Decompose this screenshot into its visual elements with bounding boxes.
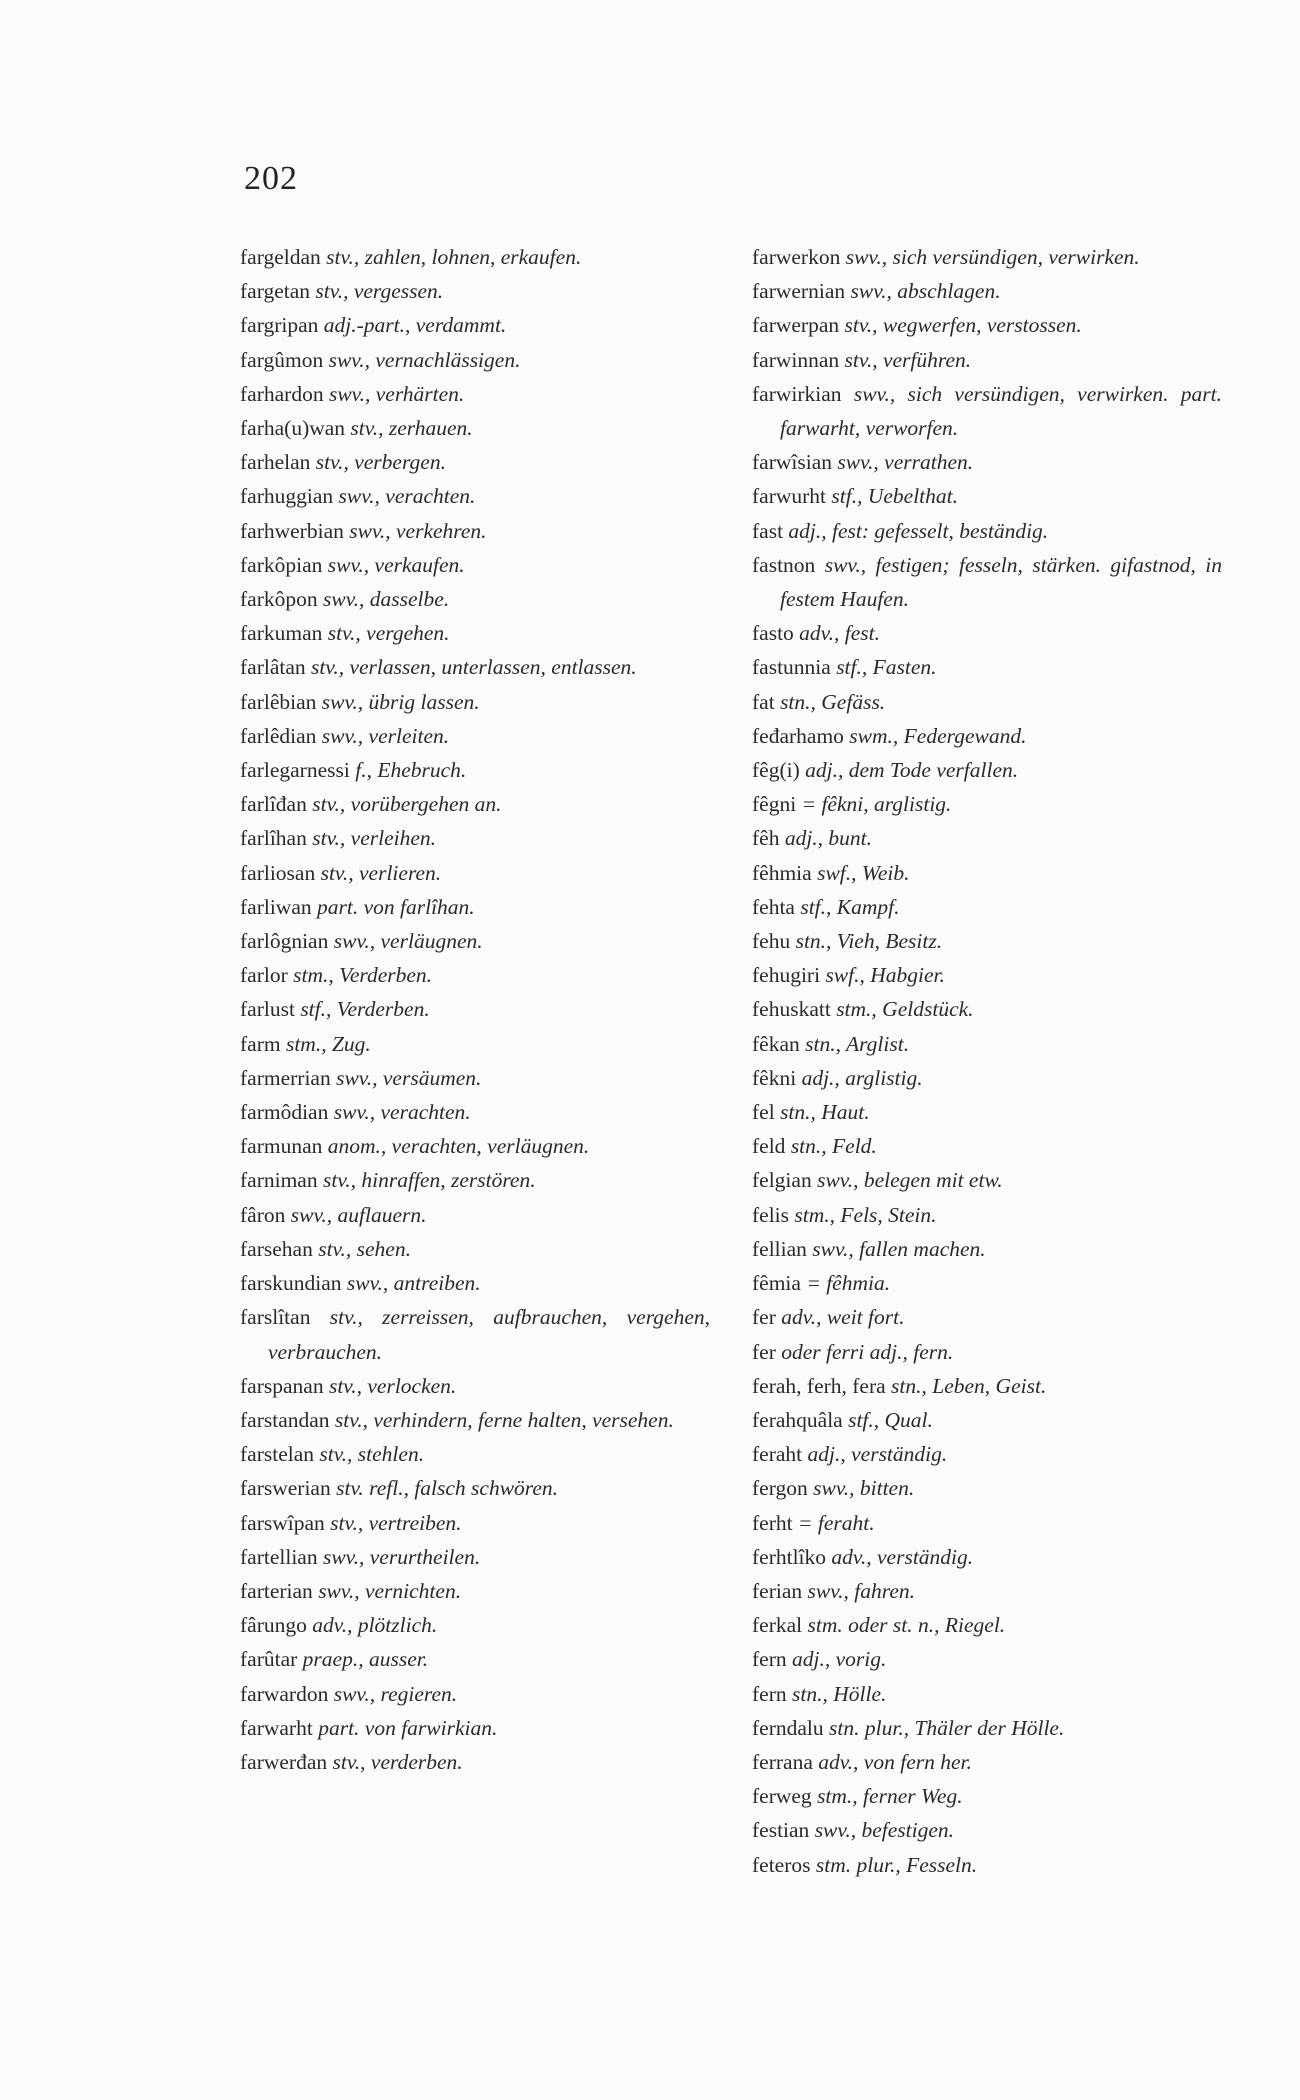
headword: farlâtan xyxy=(240,655,306,680)
dictionary-entry xyxy=(240,1677,710,1711)
dictionary-entry xyxy=(240,1129,710,1163)
gloss: stv., verführen. xyxy=(839,347,972,372)
dictionary-entry xyxy=(240,514,710,548)
gloss: stf., Uebelthat. xyxy=(826,484,959,509)
headword: fêh xyxy=(752,826,780,851)
gloss: stv., wegwerfen, verstossen. xyxy=(839,313,1082,338)
dictionary-entry xyxy=(752,821,1222,855)
headword: farlêdian xyxy=(240,723,317,748)
dictionary-entry xyxy=(752,856,1222,890)
gloss: swv., regieren. xyxy=(328,1681,458,1706)
headword: farliwan xyxy=(240,894,312,919)
dictionary-entry xyxy=(752,1540,1222,1574)
gloss: f., Ehebruch. xyxy=(349,758,467,783)
dictionary-entry xyxy=(752,479,1222,513)
headword: farhwerbian xyxy=(240,518,344,543)
headword: farwarht xyxy=(240,1715,313,1740)
gloss: stv., zerreissen, aufbrauchen, vergehen, verbrauchen. xyxy=(268,1305,710,1364)
headword: ferht xyxy=(752,1510,793,1535)
headword: feld xyxy=(752,1134,786,1159)
dictionary-entry xyxy=(752,377,1222,445)
dictionary-entry xyxy=(752,1369,1222,1403)
dictionary-entry xyxy=(240,1745,710,1779)
headword: felgian xyxy=(752,1168,812,1193)
gloss: stv., hinraffen, zerstören. xyxy=(317,1168,536,1193)
headword: ferrana xyxy=(752,1749,813,1774)
gloss: stv. refl., falsch schwören. xyxy=(330,1476,559,1501)
headword: felis xyxy=(752,1202,790,1227)
gloss: swv., fallen machen. xyxy=(806,1236,986,1261)
dictionary-entry xyxy=(240,821,710,855)
gloss: stv., verbergen. xyxy=(310,450,446,475)
headword: fêkan xyxy=(752,1031,800,1056)
gloss: swv., verhärten. xyxy=(323,381,465,406)
dictionary-entry xyxy=(240,1061,710,1095)
gloss: stn., Vieh, Besitz. xyxy=(790,929,943,954)
headword: farstandan xyxy=(240,1407,330,1432)
gloss: stm. plur., Fesseln. xyxy=(810,1852,978,1877)
gloss: = fêhmia. xyxy=(800,1271,891,1296)
gloss: stn., Leben, Geist. xyxy=(885,1373,1047,1398)
gloss: stv., verlocken. xyxy=(323,1373,457,1398)
dictionary-entry xyxy=(240,856,710,890)
dictionary-entry xyxy=(240,1437,710,1471)
headword: fastnon xyxy=(752,552,816,577)
gloss: stv., verleihen. xyxy=(306,826,437,851)
dictionary-entry xyxy=(752,1471,1222,1505)
headword: fêgni xyxy=(752,792,797,817)
headword: farspanan xyxy=(240,1373,324,1398)
gloss: adj.-part., verdammt. xyxy=(318,313,507,338)
headword: ferndalu xyxy=(752,1715,824,1740)
headword: fêmia xyxy=(752,1271,801,1296)
dictionary-entry xyxy=(752,1198,1222,1232)
gloss: swf., Habgier. xyxy=(820,963,945,988)
headword: fern xyxy=(752,1681,787,1706)
gloss: swv., übrig lassen. xyxy=(316,689,480,714)
headword: farsehan xyxy=(240,1236,313,1261)
headword: farwîsian xyxy=(752,450,832,475)
headword: fêg(i) xyxy=(752,758,800,783)
headword: farliosan xyxy=(240,860,316,885)
headword: farlegarnessi xyxy=(240,758,350,783)
gloss: stv., vorübergehen an. xyxy=(306,792,502,817)
headword: fehta xyxy=(752,894,795,919)
dictionary-entry xyxy=(752,890,1222,924)
gloss: swv., bitten. xyxy=(807,1476,915,1501)
dictionary-entry xyxy=(240,924,710,958)
dictionary-entry xyxy=(752,616,1222,650)
dictionary-entry xyxy=(240,787,710,821)
gloss: stv., verlassen, unterlassen, entlassen. xyxy=(305,655,637,680)
dictionary-entry xyxy=(752,924,1222,958)
headword: fast xyxy=(752,518,784,543)
gloss: swv., festigen; fesseln, stärken. gifastnod, in festem Haufen. xyxy=(780,552,1222,612)
gloss: swm., Federgewand. xyxy=(843,723,1027,748)
gloss: stv., vergessen. xyxy=(310,279,444,304)
headword: farwernian xyxy=(752,279,846,304)
headword: feraht xyxy=(752,1442,803,1467)
headword: farterian xyxy=(240,1578,313,1603)
headword: farlôgnian xyxy=(240,929,329,954)
dictionary-entry xyxy=(752,685,1222,719)
dictionary-entry xyxy=(240,1300,710,1368)
headword: fêhmia xyxy=(752,860,812,885)
dictionary-entry xyxy=(240,685,710,719)
gloss: stv., verhindern, ferne halten, versehen. xyxy=(329,1407,674,1432)
dictionary-entry xyxy=(752,240,1222,274)
gloss: adv., verständig. xyxy=(826,1544,974,1569)
headword: farwerpan xyxy=(752,313,840,338)
gloss: adv., weit fort. xyxy=(775,1305,905,1330)
headword: ferahquâla xyxy=(752,1407,843,1432)
gloss: part. von farlîhan. xyxy=(311,894,475,919)
dictionary-entry xyxy=(752,308,1222,342)
gloss: adj., bunt. xyxy=(779,826,873,851)
gloss: stv., vertreiben. xyxy=(324,1510,462,1535)
gloss: swv., dasselbe. xyxy=(317,587,450,612)
headword: ferweg xyxy=(752,1784,812,1809)
dictionary-entry xyxy=(752,719,1222,753)
headword: farswîpan xyxy=(240,1510,325,1535)
headword: feđarhamo xyxy=(752,723,844,748)
headword: farmunan xyxy=(240,1134,323,1159)
gloss: swv., verachten. xyxy=(328,1100,471,1125)
dictionary-entry xyxy=(240,1403,710,1437)
gloss: adv., fest. xyxy=(793,621,880,646)
dictionary-entry xyxy=(240,1163,710,1197)
gloss: stn., Hölle. xyxy=(786,1681,887,1706)
gloss: swv., verläugnen. xyxy=(328,929,483,954)
dictionary-entry xyxy=(752,1335,1222,1369)
headword: farswerian xyxy=(240,1476,331,1501)
dictionary-entry xyxy=(752,1266,1222,1300)
headword: farlor xyxy=(240,963,288,988)
headword: fargripan xyxy=(240,313,319,338)
dictionary-entry xyxy=(752,650,1222,684)
gloss: adj., vorig. xyxy=(786,1647,887,1672)
gloss: swv., verurtheilen. xyxy=(317,1544,481,1569)
gloss: stf., Verderben. xyxy=(294,997,430,1022)
dictionary-entry xyxy=(240,650,710,684)
gloss: stv., verderben. xyxy=(327,1749,463,1774)
gloss: stf., Fasten. xyxy=(830,655,937,680)
headword: farhelan xyxy=(240,450,311,475)
headword: festian xyxy=(752,1818,810,1843)
headword: ferkal xyxy=(752,1613,803,1638)
gloss: swv., verkehren. xyxy=(343,518,487,543)
headword: ferian xyxy=(752,1578,803,1603)
headword: fel xyxy=(752,1100,775,1125)
gloss: swv., vernichten. xyxy=(312,1578,462,1603)
gloss: praep., ausser. xyxy=(297,1647,429,1672)
gloss: swv., verrathen. xyxy=(832,450,974,475)
dictionary-entry xyxy=(752,1745,1222,1779)
dictionary-entry xyxy=(752,274,1222,308)
headword: farslîtan xyxy=(240,1305,311,1330)
dictionary-entry xyxy=(240,1471,710,1505)
dictionary-entry xyxy=(240,1266,710,1300)
headword: fellian xyxy=(752,1236,807,1261)
headword: farlêbian xyxy=(240,689,317,714)
dictionary-entry xyxy=(240,1574,710,1608)
gloss: stm., Verderben. xyxy=(287,963,433,988)
gloss: adv., plötzlich. xyxy=(306,1613,438,1638)
gloss: stm., Zug. xyxy=(280,1031,371,1056)
headword: fasto xyxy=(752,621,794,646)
headword: farkôpian xyxy=(240,552,323,577)
gloss: oder ferri adj., fern. xyxy=(775,1339,954,1364)
gloss: stv., stehlen. xyxy=(314,1442,425,1467)
dictionary-entry xyxy=(752,1027,1222,1061)
headword: feteros xyxy=(752,1852,811,1877)
gloss: stf., Kampf. xyxy=(794,894,900,919)
dictionary-entry xyxy=(240,308,710,342)
headword: fartellian xyxy=(240,1544,318,1569)
headword: fehuskatt xyxy=(752,997,831,1022)
dictionary-entry xyxy=(240,1608,710,1642)
dictionary-entry xyxy=(752,1848,1222,1882)
headword: farskundian xyxy=(240,1271,342,1296)
headword: farkuman xyxy=(240,621,323,646)
gloss: stm., ferner Weg. xyxy=(811,1784,963,1809)
gloss: = feraht. xyxy=(792,1510,875,1535)
page-number: 202 xyxy=(244,160,298,197)
gloss: stf., Qual. xyxy=(842,1407,933,1432)
headword: farwerđan xyxy=(240,1749,328,1774)
dictionary-entry xyxy=(752,1813,1222,1847)
gloss: anom., verachten, verläugnen. xyxy=(322,1134,590,1159)
headword: fer xyxy=(752,1305,776,1330)
dictionary-entry xyxy=(240,753,710,787)
dictionary-entry xyxy=(240,1642,710,1676)
headword: fern xyxy=(752,1647,787,1672)
gloss: swf., Weib. xyxy=(811,860,910,885)
headword: farmerrian xyxy=(240,1065,331,1090)
gloss: stn., Haut. xyxy=(774,1100,870,1125)
dictionary-entry xyxy=(240,1540,710,1574)
gloss: stn. plur., Thäler der Hölle. xyxy=(823,1715,1065,1740)
dictionary-entry xyxy=(752,1232,1222,1266)
gloss: swv., verachten. xyxy=(333,484,476,509)
dictionary-entry xyxy=(752,1642,1222,1676)
dictionary-entry xyxy=(240,719,710,753)
dictionary-entry xyxy=(240,1232,710,1266)
gloss: swv., auflauern. xyxy=(285,1202,427,1227)
dictionary-entry xyxy=(240,240,710,274)
gloss: stv., sehen. xyxy=(312,1236,411,1261)
gloss: adv., von fern her. xyxy=(812,1749,972,1774)
headword: farkôpon xyxy=(240,587,318,612)
gloss: stm., Fels, Stein. xyxy=(789,1202,937,1227)
dictionary-entry xyxy=(752,1677,1222,1711)
dictionary-entry xyxy=(752,514,1222,548)
dictionary-entry xyxy=(752,1163,1222,1197)
headword: farstelan xyxy=(240,1442,315,1467)
gloss: adj., arglistig. xyxy=(796,1065,923,1090)
headword: fer xyxy=(752,1339,776,1364)
right-column xyxy=(752,240,1222,1882)
dictionary-entry xyxy=(752,958,1222,992)
left-column xyxy=(240,240,710,1779)
dictionary-entry xyxy=(240,1506,710,1540)
gloss: stn., Feld. xyxy=(785,1134,877,1159)
dictionary-entry xyxy=(752,1061,1222,1095)
headword: fâron xyxy=(240,1202,286,1227)
headword: fergon xyxy=(752,1476,808,1501)
headword: fargûmon xyxy=(240,347,324,372)
headword: farwinnan xyxy=(752,347,840,372)
gloss: stn., Gefäss. xyxy=(774,689,886,714)
gloss: swv., verkaufen. xyxy=(322,552,465,577)
dictionary-entry xyxy=(240,343,710,377)
gloss: stv., zahlen, lohnen, erkaufen. xyxy=(320,245,582,269)
dictionary-entry xyxy=(240,1369,710,1403)
headword: fêkni xyxy=(752,1065,797,1090)
dictionary-entry xyxy=(752,1779,1222,1813)
gloss: swv., sich versündigen, verwirken. xyxy=(840,245,1140,269)
headword: farlust xyxy=(240,997,295,1022)
dictionary-entry xyxy=(752,343,1222,377)
headword: fastunnia xyxy=(752,655,831,680)
dictionary-entry xyxy=(240,411,710,445)
headword: farniman xyxy=(240,1168,318,1193)
headword: fargetan xyxy=(240,279,311,304)
headword: farhardon xyxy=(240,381,324,406)
headword: farlîđan xyxy=(240,792,307,817)
headword: ferhtlîko xyxy=(752,1544,827,1569)
headword: farwerkon xyxy=(752,245,841,269)
dictionary-entry xyxy=(240,548,710,582)
headword: fehugiri xyxy=(752,963,821,988)
dictionary-entry xyxy=(240,274,710,308)
gloss: stm. oder st. n., Riegel. xyxy=(802,1613,1006,1638)
dictionary-entry xyxy=(752,992,1222,1026)
gloss: = fêkni, arglistig. xyxy=(796,792,952,817)
gloss: swv., versäumen. xyxy=(330,1065,482,1090)
gloss: swv., fahren. xyxy=(802,1578,916,1603)
gloss: swv., abschlagen. xyxy=(845,279,1001,304)
dictionary-entry xyxy=(752,753,1222,787)
gloss: stm., Geldstück. xyxy=(830,997,974,1022)
gloss: swv., befestigen. xyxy=(809,1818,955,1843)
dictionary-entry xyxy=(752,787,1222,821)
headword: farlîhan xyxy=(240,826,307,851)
dictionary-entry xyxy=(240,377,710,411)
dictionary-entry xyxy=(240,1027,710,1061)
gloss: swv., belegen mit etw. xyxy=(811,1168,1003,1193)
headword: fargeldan xyxy=(240,245,321,269)
gloss: stv., vergehen. xyxy=(322,621,450,646)
dictionary-entry xyxy=(240,890,710,924)
dictionary-entry xyxy=(752,1574,1222,1608)
headword: farhuggian xyxy=(240,484,334,509)
gloss: adj., dem Tode verfallen. xyxy=(799,758,1019,783)
headword: farwardon xyxy=(240,1681,329,1706)
dictionary-entry xyxy=(240,616,710,650)
dictionary-entry xyxy=(752,1300,1222,1334)
dictionary-entry xyxy=(240,445,710,479)
headword: ferah, ferh, fera xyxy=(752,1373,886,1398)
dictionary-entry xyxy=(752,548,1222,616)
dictionary-entry xyxy=(240,1095,710,1129)
dictionary-entry xyxy=(240,1198,710,1232)
headword: farm xyxy=(240,1031,281,1056)
gloss: adj., fest: gefesselt, beständig. xyxy=(783,518,1049,543)
dictionary-entry xyxy=(240,479,710,513)
headword: farwurht xyxy=(752,484,827,509)
dictionary-entry xyxy=(752,1437,1222,1471)
headword: farûtar xyxy=(240,1647,298,1672)
headword: farha(u)wan xyxy=(240,416,346,441)
dictionary-entry xyxy=(240,992,710,1026)
gloss: stv., zerhauen. xyxy=(345,416,473,441)
dictionary-entry xyxy=(752,1506,1222,1540)
headword: farmôdian xyxy=(240,1100,329,1125)
dictionary-entry xyxy=(240,582,710,616)
dictionary-entry xyxy=(752,1608,1222,1642)
dictionary-entry xyxy=(240,958,710,992)
dictionary-entry xyxy=(752,1129,1222,1163)
dictionary-entry xyxy=(752,1403,1222,1437)
gloss: adj., verständig. xyxy=(802,1442,948,1467)
gloss: swv., verleiten. xyxy=(316,723,450,748)
gloss: stv., verlieren. xyxy=(315,860,442,885)
headword: fehu xyxy=(752,929,791,954)
gloss: part. von farwirkian. xyxy=(312,1715,498,1740)
dictionary-entry xyxy=(752,1095,1222,1129)
headword: fat xyxy=(752,689,775,714)
dictionary-entry xyxy=(240,1711,710,1745)
gloss: swv., vernachlässigen. xyxy=(323,347,521,372)
headword: fârungo xyxy=(240,1613,307,1638)
dictionary-entry xyxy=(752,445,1222,479)
gloss: stn., Arglist. xyxy=(799,1031,910,1056)
gloss: swv., antreiben. xyxy=(341,1271,481,1296)
dictionary-entry xyxy=(752,1711,1222,1745)
gloss: swv., sich versündigen, verwirken. part. farwarht, verworfen. xyxy=(780,381,1222,441)
headword: farwirkian xyxy=(752,381,842,406)
